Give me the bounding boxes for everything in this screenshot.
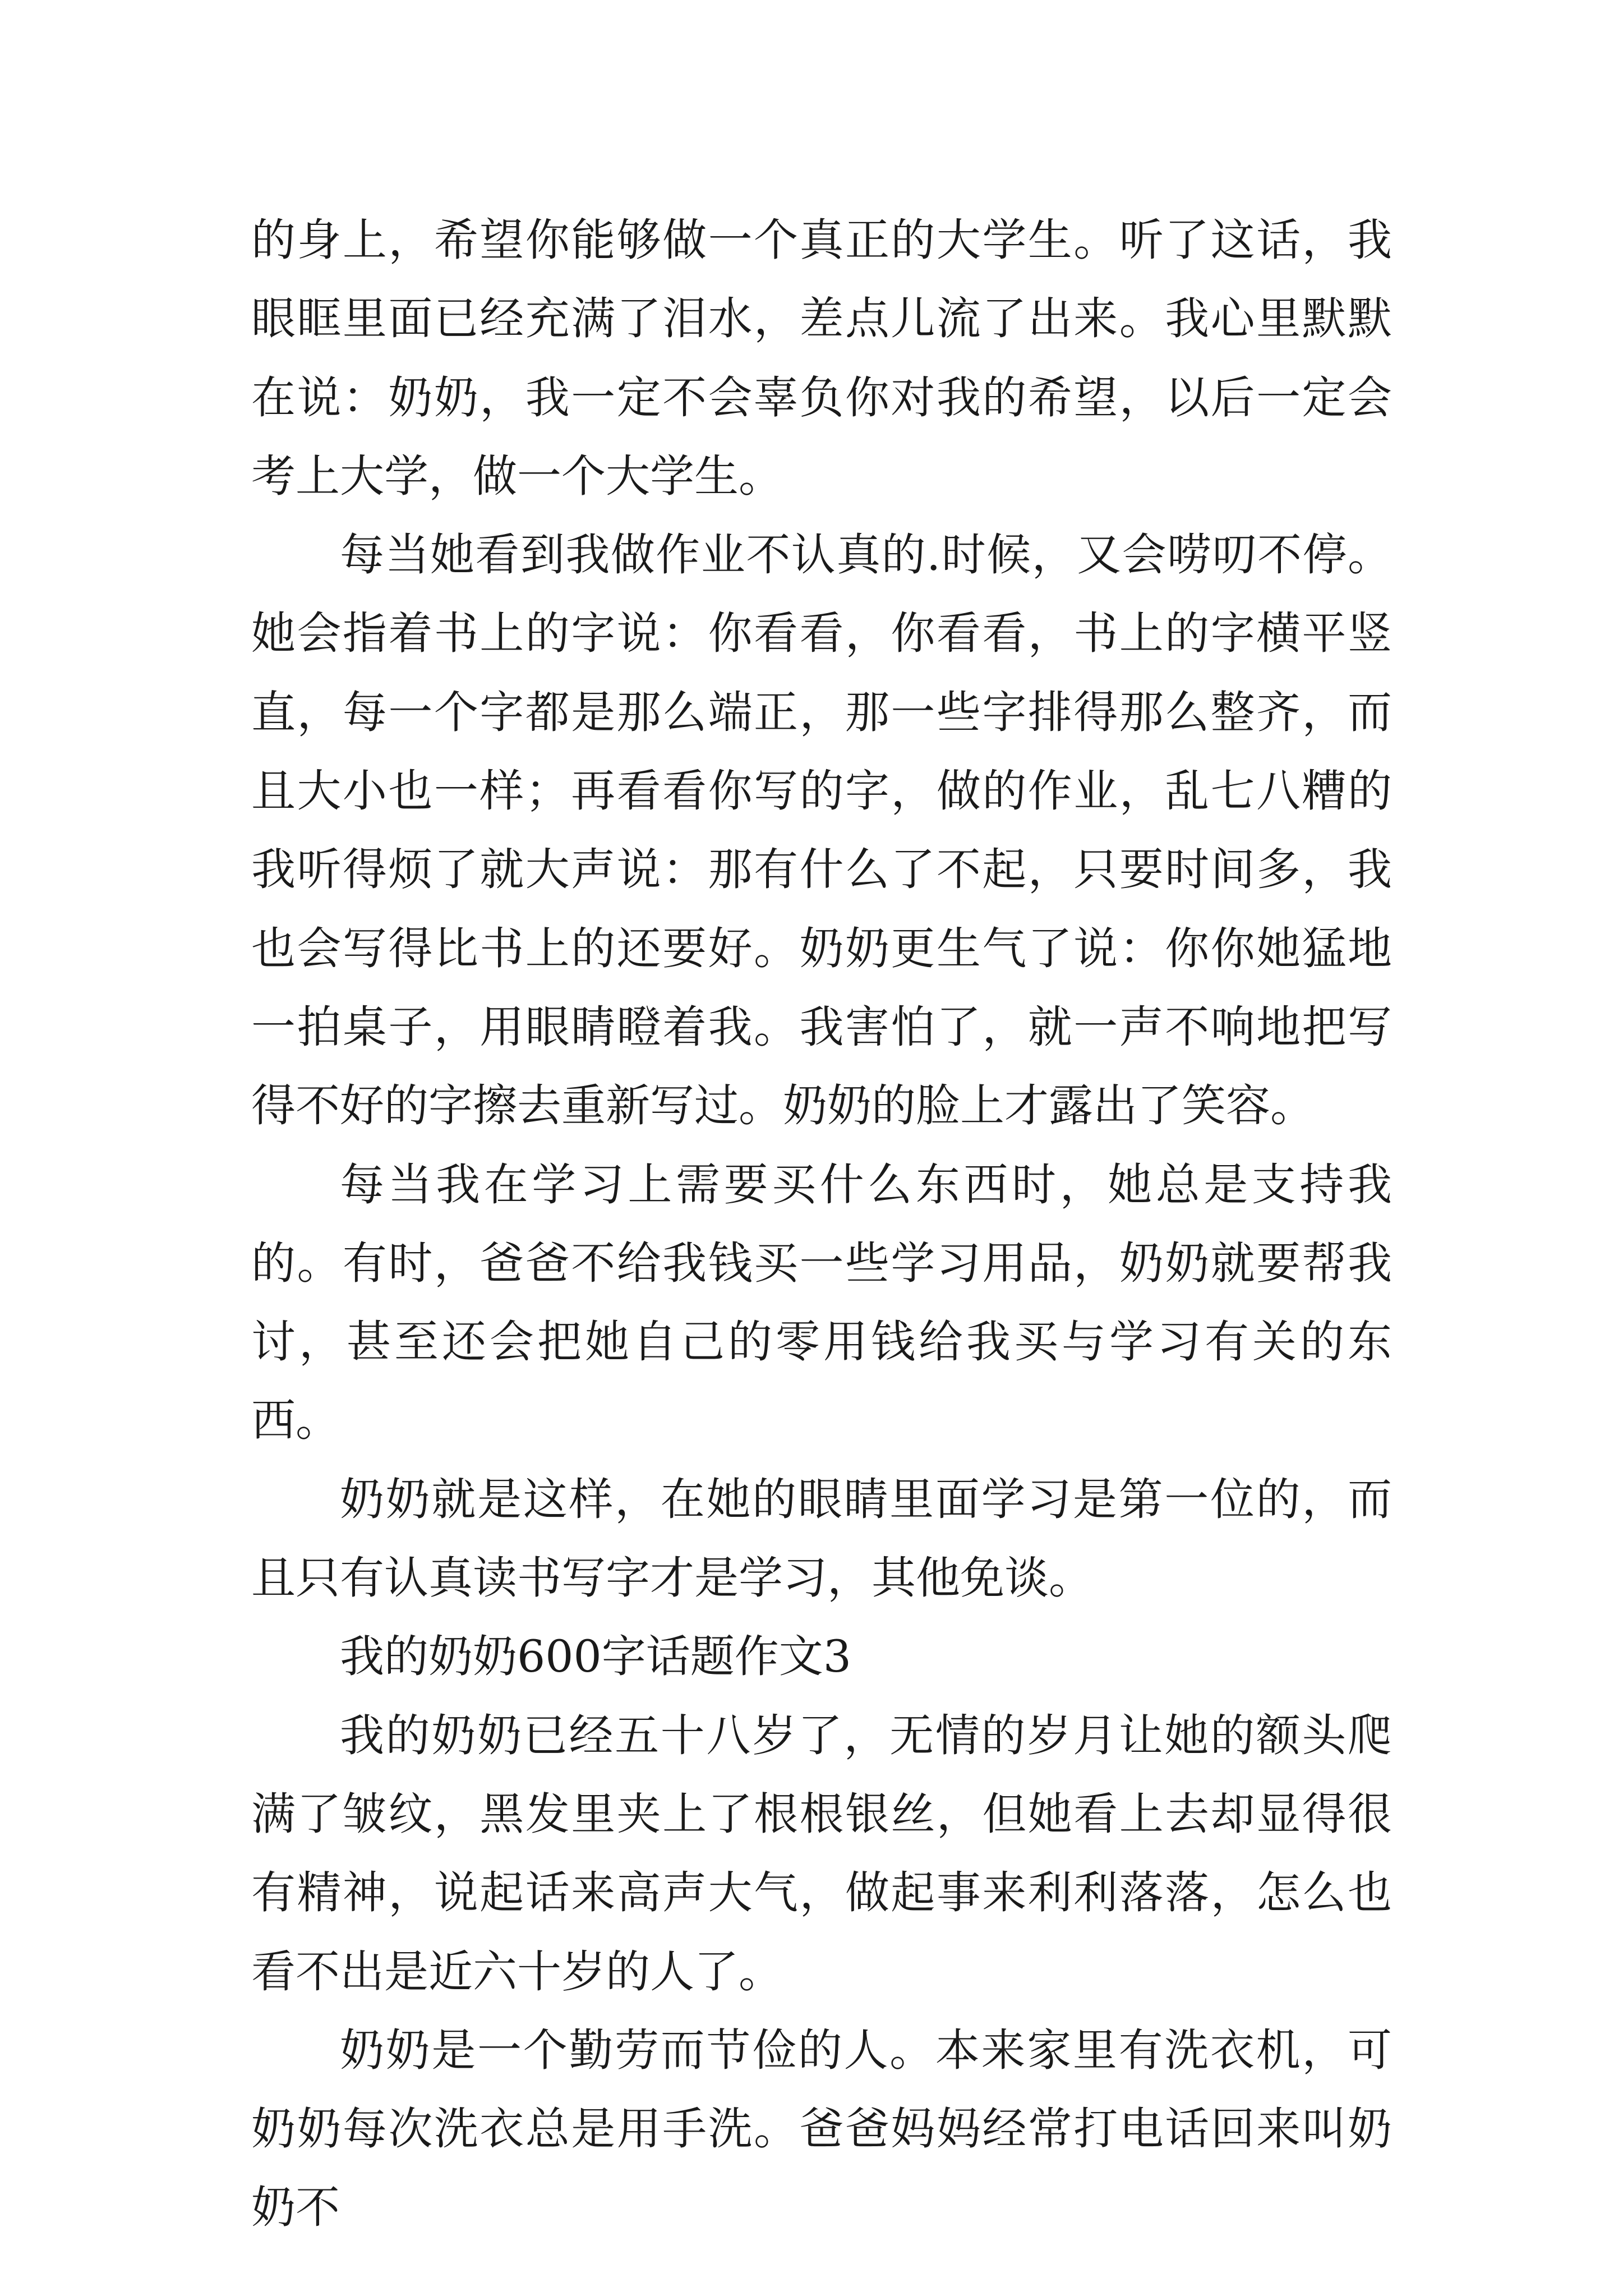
section-heading: 我的奶奶600字话题作文3 [340, 1631, 852, 1683]
paragraph-3: 每当我在学习上需要买什么东西时，她总是支持我的。有时，爸爸不给我钱买一些学习用品，奶奶就要帮我讨，甚至还会把她自己的零用钱给我买与学习有关的东西。 [251, 1158, 1392, 1447]
paragraph-1: 的身上，希望你能够做一个真正的大学生。听了这话，我眼眶里面已经充满了泪水，差点儿流了出来。我心里默默在说：奶奶，我一定不会辜负你对我的希望，以后一定会考上大学，做一个大学生。 [251, 214, 1392, 502]
paragraph-5: 我的奶奶已经五十八岁了，无情的岁月让她的额头爬满了皱纹，黑发里夹上了根根银丝，但她看上去却显得很有精神，说起话来高声大气，做起事来利利落落，怎么也看不出是近六十岁的人了。 [251, 1709, 1392, 1998]
paragraph-4: 奶奶就是这样，在她的眼睛里面学习是第一位的，而且只有认真读书写字才是学习，其他免谈。 [251, 1473, 1392, 1604]
paragraph-6: 奶奶是一个勤劳而节俭的人。本来家里有洗衣机，可奶奶每次洗衣总是用手洗。爸爸妈妈经常打电话回来叫奶奶不 [251, 2024, 1392, 2234]
body-text [251, 201, 1392, 2247]
paragraph-2: 每当她看到我做作业不认真的.时候，又会唠叨不停。她会指着书上的字说：你看看，你看看，书上的字横平竖直，每一个字都是那么端正，那一些字排得那么整齐，而且大小也一样；再看看你写的字，做的作业，乱七八糟的我听得烦了就大声说：那有什么了不起，只要时间多，我也会写得比书上的还要好。奶奶更生气了说：你你她猛地一拍桌子，用眼睛瞪着我。我害怕了，就一声不响地把写得不好的字擦去重新写过。奶奶的脸上才露出了笑容。 [251, 529, 1392, 1132]
